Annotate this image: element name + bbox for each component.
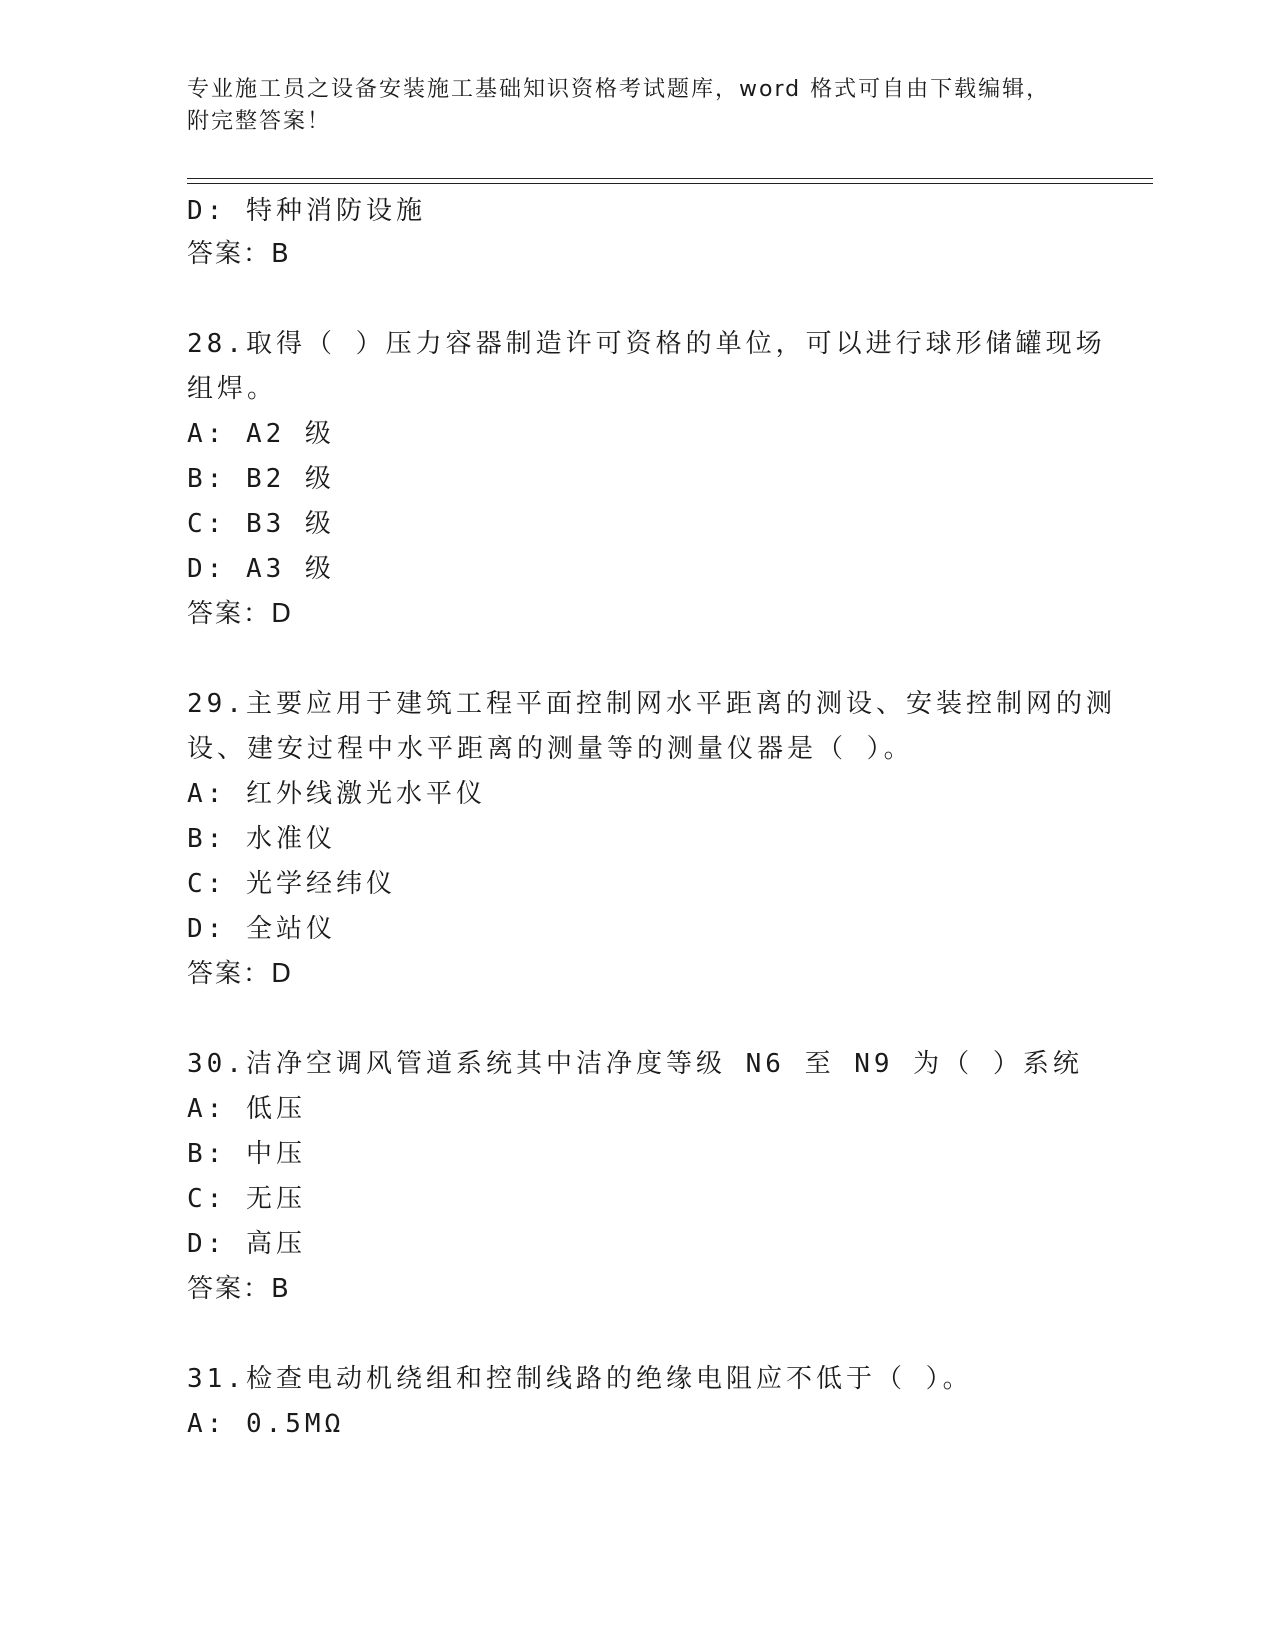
option-c-q29: C: 光学经纬仪 [187, 869, 396, 899]
answer-q30: 答案：B [187, 1274, 291, 1304]
option-d-q28: D: A3 级 [187, 554, 335, 584]
option-a-q29: A: 红外线激光水平仪 [187, 779, 486, 809]
question-29-stem-cont: 设、建安过程中水平距离的测量等的测量仪器是（ ）。 [187, 734, 914, 764]
question-28-stem-cont: 组焊。 [187, 374, 278, 404]
header-line-1: 专业施工员之设备安装施工基础知识资格考试题库，word 格式可自由下载编辑， [187, 77, 1051, 102]
header-line-2: 附完整答案！ [187, 109, 332, 134]
question-31-stem: 31.检查电动机绕组和控制线路的绝缘电阻应不低于（ ）。 [187, 1364, 973, 1394]
option-a-q30: A: 低压 [187, 1094, 306, 1124]
option-b-q28: B: B2 级 [187, 464, 335, 494]
header-divider-top [187, 178, 1153, 179]
answer-q29: 答案：D [187, 959, 294, 989]
option-d-q29: D: 全站仪 [187, 914, 336, 944]
option-d-q30: D: 高压 [187, 1229, 306, 1259]
question-29-stem: 29.主要应用于建筑工程平面控制网水平距离的测设、安装控制网的测 [187, 689, 1116, 719]
question-30-stem: 30.洁净空调风管道系统其中洁净度等级 N6 至 N9 为（ ）系统 [187, 1049, 1083, 1079]
option-c-q28: C: B3 级 [187, 509, 335, 539]
option-c-q30: C: 无压 [187, 1184, 306, 1214]
question-28-stem: 28.取得（ ）压力容器制造许可资格的单位，可以进行球形储罐现场 [187, 329, 1106, 359]
option-b-q30: B: 中压 [187, 1139, 306, 1169]
document-header [187, 74, 1087, 138]
option-a-q28: A: A2 级 [187, 419, 335, 449]
header-divider-bottom [187, 183, 1153, 184]
answer-q28: 答案：D [187, 599, 294, 629]
option-a-q31: A: 0.5MΩ [187, 1409, 345, 1439]
option-d-q27: D: 特种消防设施 [187, 196, 426, 226]
option-b-q29: B: 水准仪 [187, 824, 336, 854]
answer-q27: 答案：B [187, 239, 291, 269]
